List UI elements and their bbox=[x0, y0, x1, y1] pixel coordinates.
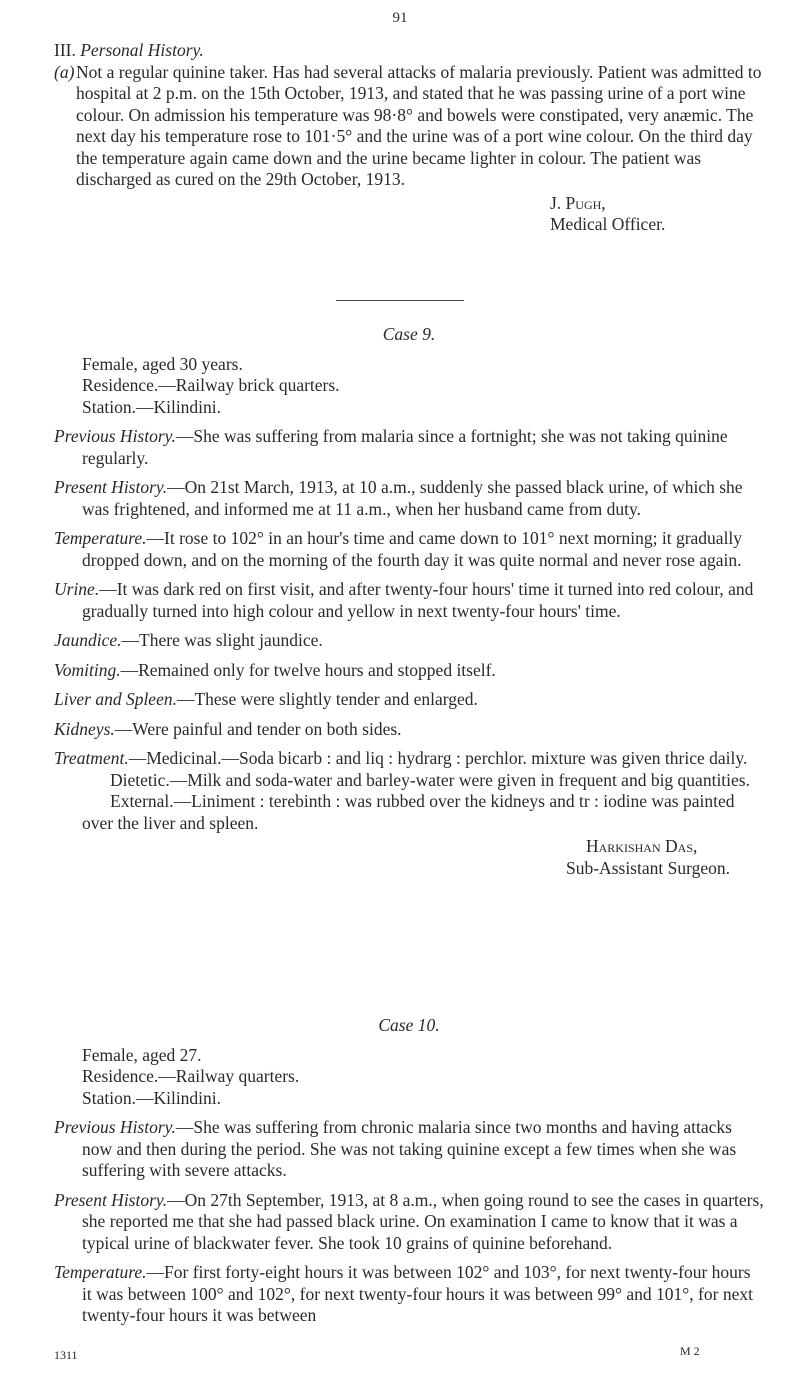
present-history-text: —On 27th September, 1913, at 8 a.m., when going round to see the cases in quarters, she reported me that she had passed black urine. On examination I came to know that it was a typical urine of blackwater fever. She took 10 grains of quinine beforehand. bbox=[82, 1189, 764, 1253]
case-patient: Female, aged 30 years. bbox=[82, 353, 243, 374]
liver-spleen bbox=[54, 689, 764, 711]
section-title: Personal History. bbox=[80, 40, 204, 60]
liver-spleen-text: —These were slightly tender and enlarged. bbox=[176, 689, 478, 709]
case-details bbox=[54, 1045, 764, 1110]
temperature-text: —For first forty-eight hours it was between 102° and 103°, for next twenty-four hours it was between 100° and 102°, for next twenty-four hours it was between 99° and 101°, for next twenty-four hours it was between bbox=[82, 1262, 753, 1325]
treatment bbox=[54, 748, 764, 770]
temperature-label: Temperature. bbox=[54, 528, 147, 548]
divider-rule bbox=[336, 300, 464, 301]
personal-history-section bbox=[54, 40, 764, 236]
treatment-label: Treatment. bbox=[54, 748, 129, 768]
page-number: 91 bbox=[392, 10, 408, 26]
temperature-label: Temperature. bbox=[54, 1262, 147, 1282]
treatment-dietetic: Dietetic.—Milk and soda-water and barley-water were given in frequent and big quantities. bbox=[110, 769, 750, 790]
vomiting-text: —Remained only for twelve hours and stopped itself. bbox=[120, 659, 496, 680]
urine-label: Urine. bbox=[54, 579, 100, 599]
case-10 bbox=[54, 1015, 764, 1327]
case-body bbox=[54, 426, 764, 834]
jaundice-text: —There was slight jaundice. bbox=[121, 630, 323, 650]
temperature bbox=[54, 528, 764, 571]
case-title: Case 9. bbox=[382, 324, 436, 344]
urine bbox=[54, 579, 764, 622]
present-history bbox=[54, 477, 764, 520]
present-history-label: Present History. bbox=[54, 477, 168, 497]
previous-history-label: Previous History. bbox=[54, 1117, 176, 1137]
paragraph-label: (a) bbox=[54, 61, 75, 82]
signature-block-pugh bbox=[550, 193, 764, 236]
paragraph-text: Not a regular quinine taker. Has had several attacks of malaria previously. Patient was admitted to hospital at 2 p.m. on the 15th October, 1913, and stated that he was passing urine of a port wine colour. On admission his temperature was 98·8° and bowels were constipated, very anæmic. The next day his temperature rose to 101·5° and the urine was of a port wine colour. On the third day the temperature again came down and the urine became lighter in colour. The patient was discharged as cured on the 29th October, 1913. bbox=[76, 61, 762, 189]
urine-text: —It was dark red on first visit, and after twenty-four hours' time it turned into red colour, and gradually turned into high colour and yellow in next twenty-four hours' time. bbox=[82, 579, 754, 621]
signature-name: J. Pugh, bbox=[550, 192, 606, 213]
case-title: Case 10. bbox=[378, 1015, 440, 1035]
signature-title: Medical Officer. bbox=[550, 214, 666, 234]
divider bbox=[336, 300, 464, 301]
kidneys bbox=[54, 719, 764, 741]
case-station: Station.—Kilindini. bbox=[82, 1087, 222, 1108]
kidneys-label: Kidneys. bbox=[54, 718, 115, 739]
paragraph-a bbox=[54, 62, 764, 191]
previous-history-text: —She was suffering from malaria since a fortnight; she was not taking quinine regularly. bbox=[82, 426, 728, 468]
case-residence: Residence.—Railway brick quarters. bbox=[82, 375, 340, 395]
treatment-external: External.—Liniment : terebinth : was rubbed over the kidneys and tr : iodine was painted over the liver and spleen. bbox=[82, 791, 735, 833]
case-details bbox=[54, 354, 764, 419]
kidneys-text: —Were painful and tender on both sides. bbox=[114, 718, 402, 739]
signature-name: Harkishan Das, bbox=[586, 836, 698, 856]
footer-print-number: 1311 bbox=[54, 1348, 78, 1362]
case-residence: Residence.—Railway quarters. bbox=[82, 1066, 300, 1086]
previous-history-label: Previous History. bbox=[54, 426, 176, 446]
section-heading bbox=[54, 40, 764, 62]
case-body bbox=[54, 1117, 764, 1327]
case-patient: Female, aged 27. bbox=[82, 1044, 202, 1065]
present-history-label: Present History. bbox=[54, 1189, 168, 1210]
previous-history bbox=[54, 426, 764, 469]
previous-history bbox=[54, 1117, 764, 1182]
jaundice bbox=[54, 630, 764, 652]
temperature-text: —It rose to 102° in an hour's time and came down to 101° next morning; it gradually dropped down, and on the morning of the fourth day it was quite normal and never rose again. bbox=[82, 528, 743, 570]
previous-history-text: —She was suffering from chronic malaria since two months and having attacks now and then during the period. She was not taking quinine except a few times when she was suffering with severe attacks. bbox=[82, 1117, 737, 1180]
signature-title: Sub-Assistant Surgeon. bbox=[566, 857, 730, 878]
case-9 bbox=[54, 324, 764, 879]
signature-block-das bbox=[566, 836, 764, 879]
present-history bbox=[54, 1190, 764, 1255]
present-history-text: —On 21st March, 1913, at 10 a.m., suddenly she passed black urine, of which she was frightened, and informed me at 11 a.m., when her husband came from duty. bbox=[82, 477, 743, 519]
liver-spleen-label: Liver and Spleen. bbox=[54, 689, 177, 709]
section-number: III. bbox=[54, 40, 76, 60]
treatment-text: —Medicinal.—Soda bicarb : and liq : hydrarg : perchlor. mixture was given thrice daily. bbox=[128, 748, 748, 768]
vomiting-label: Vomiting. bbox=[54, 659, 121, 680]
jaundice-label: Jaundice. bbox=[54, 630, 122, 650]
footer-signature-mark: M 2 bbox=[680, 1344, 700, 1358]
vomiting bbox=[54, 660, 764, 682]
case-station: Station.—Kilindini. bbox=[82, 396, 222, 417]
temperature bbox=[54, 1262, 764, 1327]
